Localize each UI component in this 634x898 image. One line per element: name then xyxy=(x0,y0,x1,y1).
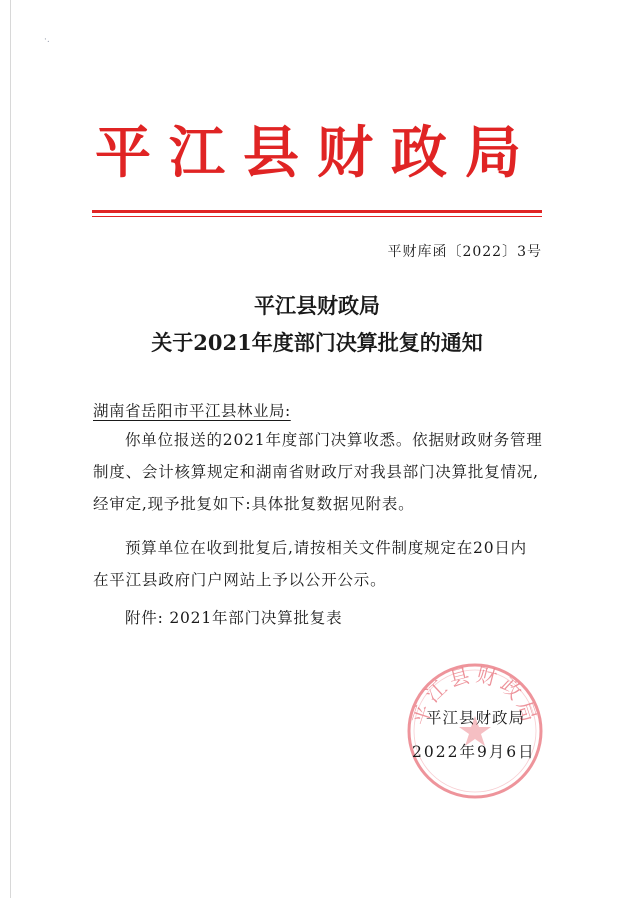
letterhead-rule-thick xyxy=(92,210,542,213)
official-seal xyxy=(404,660,546,802)
scan-speck: ·. xyxy=(44,35,50,45)
signature-date: 2022年9月6日 xyxy=(412,743,536,761)
notice-title-line2: 关于2021年度部门决算批复的通知 xyxy=(151,330,483,355)
signature-org: 平江县财政局 xyxy=(426,709,526,727)
seal-text: 平江县财政局 xyxy=(407,662,543,729)
letterhead-title: 平江县财政局 xyxy=(95,120,539,186)
addressee: 湖南省岳阳市平江县林业局: xyxy=(93,402,291,420)
notice-title-line1: 平江县财政局 xyxy=(254,293,380,318)
body-paragraph-1: 你单位报送的2021年度部门决算收悉。依据财政财务管理制度、会计核算规定和湖南省财政厅对我县部门决算批复情况,经审定,现予批复如下:具体批复数据见附表。 xyxy=(93,431,543,513)
document-number: 平财库函〔2022〕3号 xyxy=(387,244,542,260)
letterhead-rule-thin xyxy=(92,216,542,217)
attachment-line: 附件: 2021年部门决算批复表 xyxy=(125,609,343,627)
scan-edge-line xyxy=(10,0,11,898)
body-paragraph-2: 预算单位在收到批复后,请按相关文件制度规定在20日内在平江县政府门户网站上予以公开公示。 xyxy=(93,539,527,589)
